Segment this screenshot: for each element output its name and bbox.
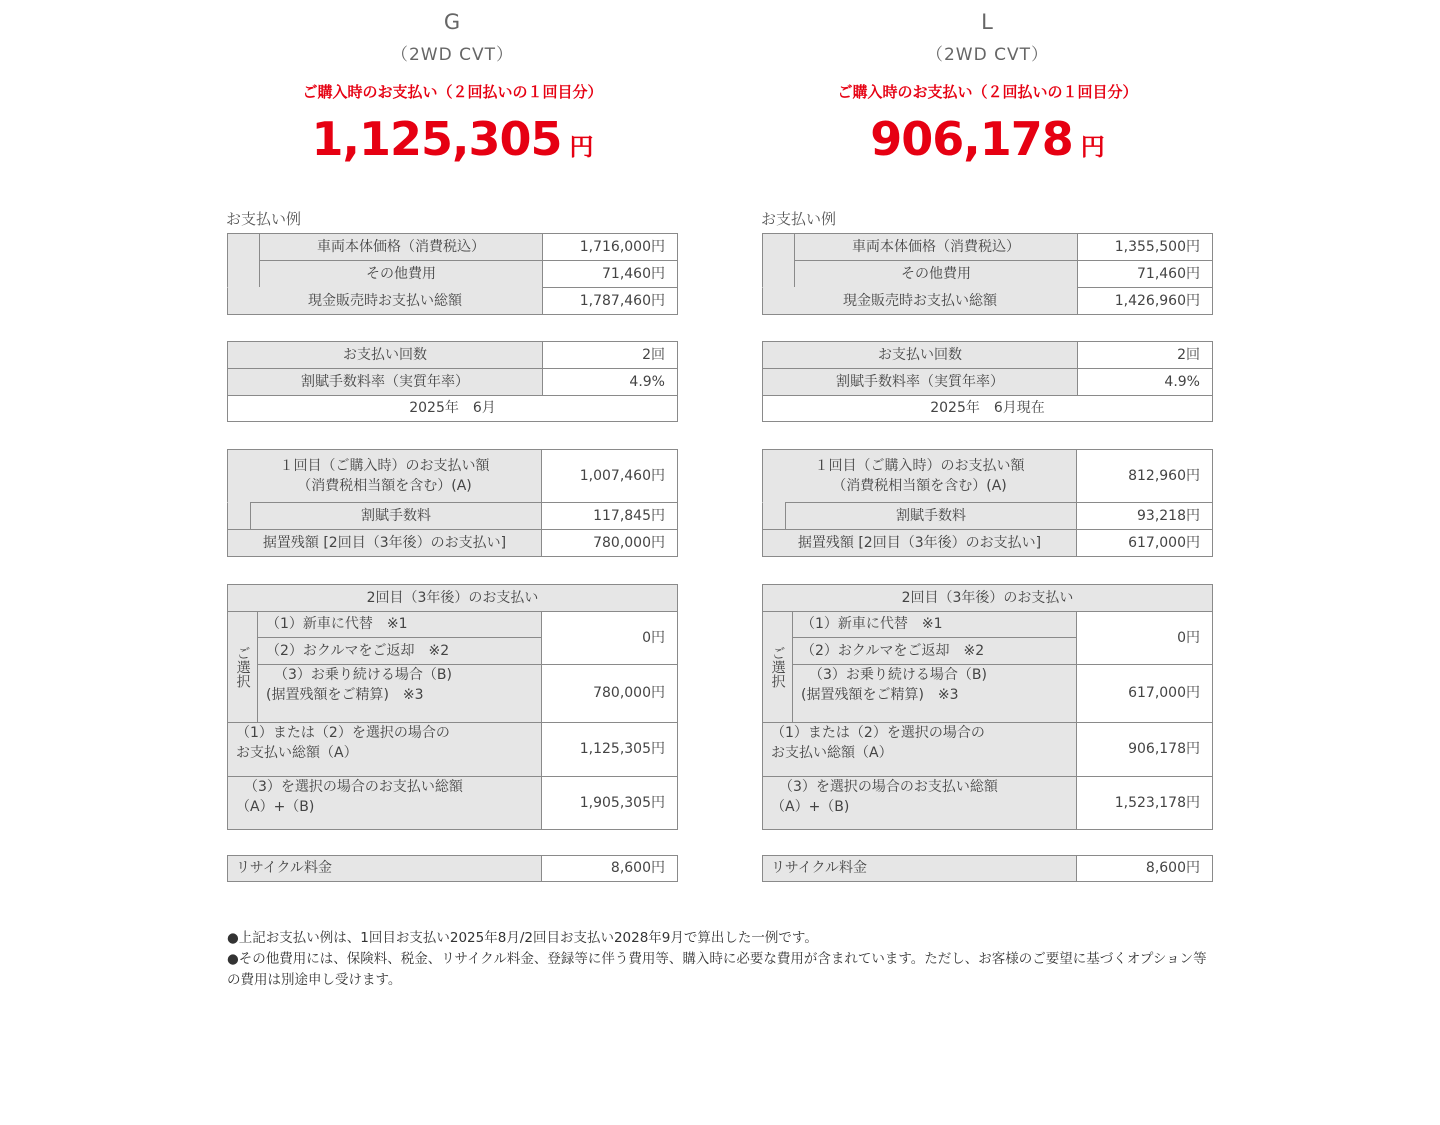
yen-unit: 円 bbox=[1080, 133, 1105, 161]
first-payment-label-line1: １回目（ご購入時）のお支払い額 bbox=[814, 457, 1025, 474]
total-1-2-amount: 1,125,305円 bbox=[541, 722, 678, 777]
rate-label: 割賦手数料率（実質年率） bbox=[762, 368, 1078, 396]
deferred-balance-value: 617,000円 bbox=[1076, 529, 1213, 557]
option-3-line1: （3）お乗り続ける場合（B) bbox=[809, 667, 987, 683]
recycle-fee-label: リサイクル料金 bbox=[762, 855, 1077, 882]
deferred-balance-value: 780,000円 bbox=[541, 529, 678, 557]
footnote-1: ●上記お支払い例は、1回目お支払い2025年8月/2回目お支払い2028年9月で算出した一例です。 bbox=[227, 930, 818, 946]
payment-count-label: お支払い回数 bbox=[762, 341, 1078, 369]
cash-total-label: 現金販売時お支払い総額 bbox=[227, 287, 543, 315]
total-1-2-amount: 906,178円 bbox=[1076, 722, 1213, 777]
option-3-amount: 617,000円 bbox=[1076, 664, 1213, 723]
rate-date: 2025年 6月現在 bbox=[762, 395, 1213, 422]
option-1-replace: （1）新車に代替 ※1 bbox=[257, 611, 542, 638]
option-1-replace: （1）新車に代替 ※1 bbox=[792, 611, 1077, 638]
total-3-line2: （A）+（B) bbox=[771, 799, 850, 816]
cash-total-value: 1,426,960円 bbox=[1077, 287, 1213, 315]
first-payment-value: 812,960円 bbox=[1076, 449, 1213, 503]
drive-type: （2WD CVT） bbox=[390, 45, 514, 65]
second-payment-header: 2回目（3年後）のお支払い bbox=[227, 584, 678, 612]
selection-label: ご選択 bbox=[762, 611, 793, 723]
example-label: お支払い例 bbox=[226, 210, 302, 228]
first-payment-price bbox=[227, 112, 678, 166]
table3-indent bbox=[227, 502, 251, 530]
rate-value: 4.9% bbox=[542, 368, 678, 396]
vehicle-price-value: 1,716,000円 bbox=[542, 233, 678, 261]
total-1-2-line1: （1）または（2）を選択の場合の bbox=[771, 725, 985, 741]
total-3-line2: （A）+（B) bbox=[236, 799, 315, 816]
total-3-amount: 1,905,305円 bbox=[541, 776, 678, 830]
installment-fee-label: 割賦手数料 bbox=[250, 502, 542, 530]
option-2-return: （2）おクルマをご返却 ※2 bbox=[792, 637, 1077, 665]
other-fees-label: その他費用 bbox=[794, 260, 1078, 288]
total-option-1-2 bbox=[227, 722, 542, 777]
total-3-amount: 1,523,178円 bbox=[1076, 776, 1213, 830]
option-1-2-amount: 0円 bbox=[1076, 611, 1213, 665]
installment-fee-value: 117,845円 bbox=[541, 502, 678, 530]
rate-value: 4.9% bbox=[1077, 368, 1213, 396]
first-payment-price bbox=[762, 112, 1213, 166]
total-1-2-line2: お支払い総額（A） bbox=[236, 745, 358, 762]
first-payment-label-line1: １回目（ご購入時）のお支払い額 bbox=[279, 457, 490, 474]
first-payment-label bbox=[762, 449, 1077, 503]
option-1-2-amount: 0円 bbox=[541, 611, 678, 665]
drive-type: （2WD CVT） bbox=[925, 45, 1049, 65]
option-3-amount: 780,000円 bbox=[541, 664, 678, 723]
grade-name: L bbox=[981, 10, 994, 34]
grade-name: G bbox=[443, 10, 462, 34]
total-option-3 bbox=[762, 776, 1077, 830]
other-fees-value: 71,460円 bbox=[1077, 260, 1213, 288]
other-fees-label: その他費用 bbox=[259, 260, 543, 288]
option-3-line2: (据置残額をご精算) ※3 bbox=[266, 687, 424, 704]
vehicle-price-value: 1,355,500円 bbox=[1077, 233, 1213, 261]
total-3-line1: （3）を選択の場合のお支払い総額 bbox=[244, 779, 463, 795]
payment-count-value: 2回 bbox=[542, 341, 678, 369]
payment-count-value: 2回 bbox=[1077, 341, 1213, 369]
footnote-2: ●その他費用には、保険料、税金、リサイクル料金、登録等に伴う費用等、購入時に必要な費用が含まれています。ただし、お客様のご要望に基づくオプション等の費用は別途申し受けます。 bbox=[227, 951, 1207, 988]
recycle-fee-label: リサイクル料金 bbox=[227, 855, 542, 882]
first-payment-heading: ご購入時のお支払い（２回払いの１回目分） bbox=[302, 83, 603, 101]
total-option-1-2 bbox=[762, 722, 1077, 777]
first-payment-label-line2: （消費税相当額を含む）(A) bbox=[297, 478, 472, 494]
option-3-keep bbox=[792, 664, 1077, 723]
rate-label: 割賦手数料率（実質年率） bbox=[227, 368, 543, 396]
selection-label: ご選択 bbox=[227, 611, 258, 723]
first-payment-amount: 1,125,305 bbox=[311, 112, 562, 166]
cash-total-label: 現金販売時お支払い総額 bbox=[762, 287, 1078, 315]
payment-count-label: お支払い回数 bbox=[227, 341, 543, 369]
first-payment-label-line2: （消費税相当額を含む）(A) bbox=[832, 478, 1007, 494]
total-1-2-line2: お支払い総額（A） bbox=[771, 745, 893, 762]
deferred-balance-label: 据置残額 [2回目（3年後）のお支払い] bbox=[762, 529, 1077, 557]
table3-indent bbox=[762, 502, 786, 530]
vehicle-price-label: 車両本体価格（消費税込） bbox=[259, 233, 543, 261]
first-payment-label bbox=[227, 449, 542, 503]
total-option-3 bbox=[227, 776, 542, 830]
other-fees-value: 71,460円 bbox=[542, 260, 678, 288]
deferred-balance-label: 据置残額 [2回目（3年後）のお支払い] bbox=[227, 529, 542, 557]
total-3-line1: （3）を選択の場合のお支払い総額 bbox=[779, 779, 998, 795]
footnotes bbox=[227, 928, 1217, 991]
vehicle-price-label: 車両本体価格（消費税込） bbox=[794, 233, 1078, 261]
first-payment-amount: 906,178 bbox=[870, 112, 1073, 166]
first-payment-value: 1,007,460円 bbox=[541, 449, 678, 503]
recycle-fee-value: 8,600円 bbox=[541, 855, 678, 882]
option-2-return: （2）おクルマをご返却 ※2 bbox=[257, 637, 542, 665]
option-3-line2: (据置残額をご精算) ※3 bbox=[801, 687, 959, 704]
option-3-keep bbox=[257, 664, 542, 723]
installment-fee-label: 割賦手数料 bbox=[785, 502, 1077, 530]
installment-fee-value: 93,218円 bbox=[1076, 502, 1213, 530]
rate-date: 2025年 6月 bbox=[227, 395, 678, 422]
recycle-fee-value: 8,600円 bbox=[1076, 855, 1213, 882]
total-1-2-line1: （1）または（2）を選択の場合の bbox=[236, 725, 450, 741]
option-3-line1: （3）お乗り続ける場合（B) bbox=[274, 667, 452, 683]
second-payment-header: 2回目（3年後）のお支払い bbox=[762, 584, 1213, 612]
example-label: お支払い例 bbox=[761, 210, 837, 228]
first-payment-heading: ご購入時のお支払い（２回払いの１回目分） bbox=[837, 83, 1138, 101]
yen-unit: 円 bbox=[569, 133, 594, 161]
cash-total-value: 1,787,460円 bbox=[542, 287, 678, 315]
